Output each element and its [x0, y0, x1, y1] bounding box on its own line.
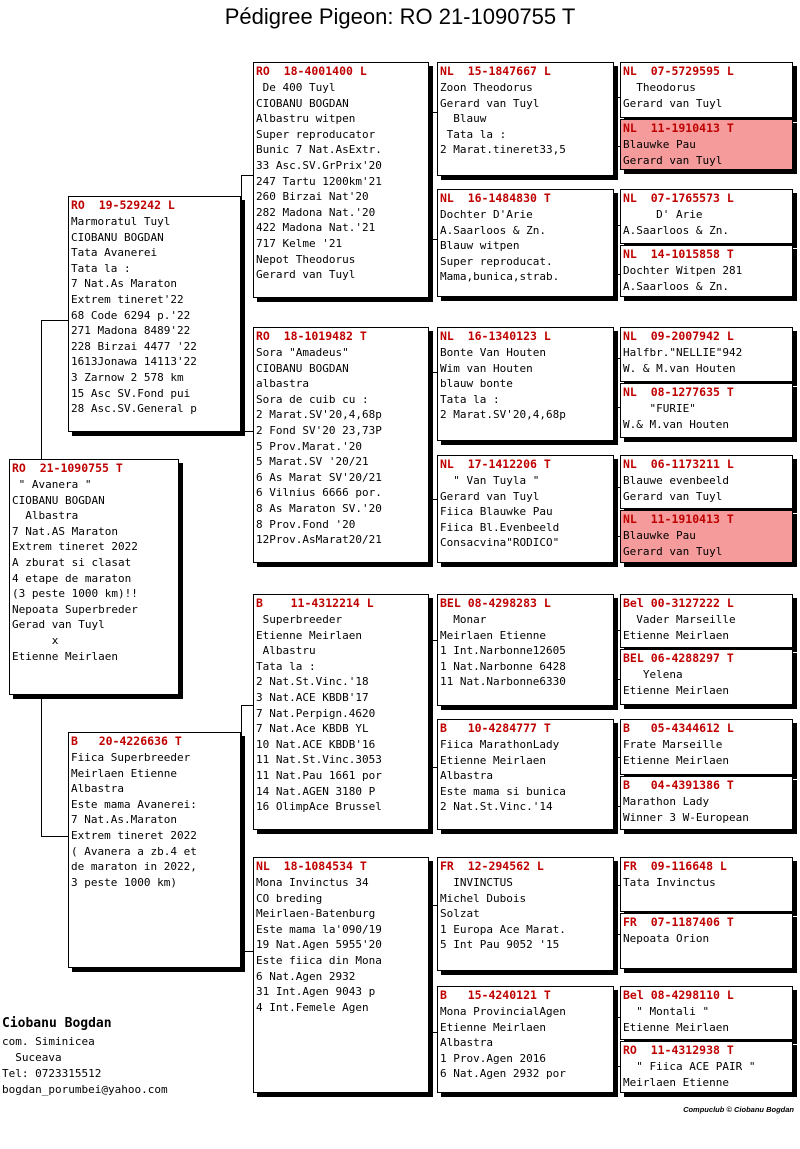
info-line: (3 peste 1000 km)!!	[12, 587, 138, 601]
info-line: 282 Madona Nat.'20	[256, 205, 376, 219]
ring-number: NL 08-1277635 T	[623, 385, 734, 399]
owner-name: Ciobanu Bogdan	[2, 1016, 112, 1031]
info-line: Gerad van Tuyl	[12, 618, 105, 632]
info-line: Etienne Meirlaen	[256, 628, 362, 642]
great-grandparent-card	[437, 189, 614, 297]
info-line: Mama,bunica,strab.	[440, 270, 560, 284]
ring-number: RO 18-4001400 L	[256, 64, 367, 78]
ring-number: B 05-4344612 L	[623, 721, 734, 735]
info-line: Sora "Amadeus"	[256, 346, 349, 359]
info-line: Solzat	[440, 907, 480, 921]
info-line: Este mama si bunica	[440, 784, 566, 798]
ring-number: FR 09-116648 L	[623, 859, 727, 873]
ancestor-card	[620, 245, 793, 297]
ring-number: NL 16-1484830 T	[440, 191, 551, 205]
info-line: Albastra	[12, 509, 79, 523]
info-line: Fiica MarathonLady	[440, 738, 560, 751]
owner-phone: Tel: 0723315512	[2, 1067, 102, 1080]
info-line: Bonte Van Houten	[440, 346, 546, 359]
info-line: Etienne Meirlaen	[623, 683, 729, 697]
ancestor-card	[620, 62, 793, 118]
info-line: 8 Prov.Fond '20	[256, 517, 356, 531]
great-grandparent-card	[437, 719, 614, 830]
info-line: De 400 Tuyl	[256, 81, 336, 94]
info-line: 3 peste 1000 km)	[71, 875, 177, 889]
info-line: 2 Nat.St.Vinc.'18	[256, 675, 369, 689]
info-line: Superbreeder	[256, 613, 343, 626]
info-line: Zoon Theodorus	[440, 81, 533, 94]
ring-number: NL 14-1015858 T	[623, 247, 734, 261]
ring-number: NL 07-1765573 L	[623, 191, 734, 205]
grandparent-card	[253, 327, 429, 563]
info-line: CO breding	[256, 891, 323, 905]
info-line: INVINCTUS	[440, 876, 513, 889]
ancestor-card	[620, 327, 793, 382]
info-line: 2 Marat.SV'20,4,68p	[256, 408, 382, 422]
info-line: 2 Marat.SV'20,4,68p	[440, 408, 566, 422]
ring-number: B 11-4312214 L	[256, 596, 374, 610]
info-line: 11 Nat.Pau 1661 por	[256, 768, 382, 782]
info-line: Etienne Meirlaen	[623, 753, 729, 767]
info-line: 1 Prov.Agen 2016	[440, 1051, 546, 1065]
info-line: Nepot Theodorus	[256, 252, 356, 266]
info-line: Gerard van Tuyl	[623, 153, 723, 167]
info-line: W.& M.van Houten	[623, 417, 729, 431]
info-line: 2 Fond SV'20 23,73P	[256, 423, 382, 437]
info-line: Extrem tineret 2022	[12, 540, 138, 554]
info-line: 8 As Maraton SV.'20	[256, 501, 382, 515]
info-line: 6 As Marat SV'20/21	[256, 470, 382, 484]
info-line: Blauw witpen	[440, 239, 520, 253]
ring-number: BEL 08-4298283 L	[440, 596, 551, 610]
info-line: Fiica Blauwke Pau	[440, 505, 553, 519]
info-line: " Montali "	[623, 1005, 710, 1018]
info-line: 6 Nat.Agen 2932	[256, 969, 356, 983]
info-line: Etienne Meirlaen	[440, 1020, 546, 1034]
ring-number: NL 11-1910413 T	[623, 121, 734, 135]
owner-contact	[2, 1014, 168, 1098]
ring-number: RO 21-1090755 T	[12, 461, 123, 475]
ring-number: NL 06-1173211 L	[623, 457, 734, 471]
info-line: Extrem tineret 2022	[71, 828, 197, 842]
info-line: Nepoata Superbreder	[12, 602, 138, 616]
ring-number: NL 18-1084534 T	[256, 859, 367, 873]
info-line: CIOBANU BOGDAN	[71, 230, 164, 244]
great-grandparent-card	[437, 327, 614, 441]
info-line: Etienne Meirlaen	[440, 753, 546, 767]
ancestor-card	[620, 383, 793, 438]
info-line: 7 Nat.Ace KBDB YL	[256, 722, 369, 736]
info-line: Etienne Meirlaen	[623, 1020, 729, 1034]
info-line: Consacvina"RODICO"	[440, 536, 560, 550]
info-line: 3 Nat.ACE KBDB'17	[256, 690, 369, 704]
info-line: 15 Asc SV.Fond pui	[71, 386, 191, 400]
info-line: CIOBANU BOGDAN	[12, 493, 105, 507]
subject-pigeon-card	[9, 459, 179, 695]
info-line: Gerard van Tuyl	[256, 268, 356, 282]
info-line: Gerard van Tuyl	[623, 96, 723, 110]
ancestor-card	[620, 986, 793, 1040]
info-line: D' Arie	[623, 208, 703, 221]
info-line: Este mama Avanerei:	[71, 797, 197, 811]
ancestor-card	[620, 455, 793, 509]
info-line: A.Saarloos & Zn.	[440, 223, 546, 237]
info-line: Meirlaen Etienne	[440, 628, 546, 642]
info-line: 7 Nat.As.Maraton	[71, 813, 177, 827]
info-line: Meirlaen Etienne	[71, 766, 177, 780]
info-line: 7 Nat.Perpign.4620	[256, 706, 376, 720]
connector	[41, 320, 70, 462]
info-line: 11 Nat.Narbonne6330	[440, 675, 566, 689]
ring-number: NL 16-1340123 L	[440, 329, 551, 343]
info-line: Tata Invinctus	[623, 876, 716, 889]
ring-number: Bel 08-4298110 L	[623, 988, 734, 1002]
sire-card	[68, 196, 241, 432]
info-line: 28 Asc.SV.General p	[71, 402, 197, 416]
info-line: 6 Nat.Agen 2932 por	[440, 1067, 566, 1081]
info-line: Wim van Houten	[440, 361, 533, 375]
info-line: CIOBANU BOGDAN	[256, 96, 349, 110]
owner-email: bogdan_porumbei@yahoo.com	[2, 1083, 168, 1096]
info-line: 6 Vilnius 6666 por.	[256, 486, 382, 500]
ring-number: B 20-4226636 T	[71, 734, 182, 748]
info-line: blauw bonte	[440, 377, 513, 391]
ring-number: RO 18-1019482 T	[256, 329, 367, 343]
ring-number: B 04-4391386 T	[623, 778, 734, 792]
info-line: Fiica Bl.Evenbeeld	[440, 520, 560, 534]
info-line: Albastra	[71, 782, 124, 796]
info-line: 4 etape de maraton	[12, 571, 132, 585]
ancestor-card-highlighted	[620, 119, 793, 170]
ring-number: BEL 06-4288297 T	[623, 651, 734, 665]
great-grandparent-card	[437, 455, 614, 563]
info-line: 717 Kelme '21	[256, 236, 343, 250]
info-line: Extrem tineret'22	[71, 292, 184, 306]
info-line: 5 Prov.Marat.'20	[256, 439, 362, 453]
info-line: Gerard van Tuyl	[623, 489, 723, 503]
ring-number: FR 07-1187406 T	[623, 915, 734, 929]
info-line: Mona Invinctus 34	[256, 876, 369, 889]
ancestor-card	[620, 857, 793, 912]
ancestor-card	[620, 189, 793, 244]
info-line: Gerard van Tuyl	[440, 489, 540, 503]
info-line: Blauwe evenbeeld	[623, 474, 729, 487]
info-line: 3 Zarnow 2 578 km	[71, 370, 184, 384]
info-line: Super reproducator	[256, 127, 376, 141]
info-line: Nepoata Orion	[623, 932, 710, 945]
ring-number: FR 12-294562 L	[440, 859, 544, 873]
info-line: CIOBANU BOGDAN	[256, 361, 349, 375]
info-line: ( Avanera a zb.4 et	[71, 844, 197, 858]
ring-number: B 15-4240121 T	[440, 988, 551, 1002]
info-line: Monar	[440, 613, 487, 626]
info-line: x	[12, 633, 59, 647]
info-line: W. & M.van Houten	[623, 361, 736, 375]
info-line: Albastra	[440, 1036, 493, 1050]
info-line: 247 Tartu 1200km'21	[256, 174, 382, 188]
info-line: " Van Tuyla "	[440, 474, 540, 487]
great-grandparent-card	[437, 594, 614, 706]
info-line: " Avanera "	[12, 478, 92, 491]
info-line: Blauw	[440, 112, 487, 126]
ring-number: NL 11-1910413 T	[623, 512, 734, 526]
info-line: 271 Madona 8489'22	[71, 324, 191, 338]
info-line: Meirlaen Etienne	[623, 1075, 729, 1089]
info-line: A.Saarloos & Zn.	[623, 223, 729, 237]
info-line: 31 Int.Agen 9043 p	[256, 985, 376, 999]
info-line: A.Saarloos & Zn.	[623, 279, 729, 293]
owner-address-line: Suceava	[2, 1051, 62, 1064]
info-line: Tata la :	[440, 392, 500, 406]
info-line: Michel Dubois	[440, 891, 527, 905]
info-line: Dochter D'Arie	[440, 208, 533, 221]
info-line: 1 Nat.Narbonne 6428	[440, 659, 566, 673]
great-grandparent-card	[437, 62, 614, 176]
ancestor-card	[620, 913, 793, 969]
ring-number: NL 15-1847667 L	[440, 64, 551, 78]
info-line: Albastru witpen	[256, 112, 356, 126]
ring-number: RO 11-4312938 T	[623, 1043, 734, 1057]
page-title: Pédigree Pigeon: RO 21-1090755 T	[224, 4, 576, 29]
info-line: 1 Int.Narbonne12605	[440, 644, 566, 658]
ancestor-card	[620, 719, 793, 775]
ring-number: B 10-4284777 T	[440, 721, 551, 735]
info-line: Albastra	[440, 769, 493, 783]
info-line: 4 Int.Femele Agen	[256, 1000, 369, 1014]
ring-number: Bel 00-3127222 L	[623, 596, 734, 610]
info-line: 422 Madona Nat.'21	[256, 221, 376, 235]
info-line: Gerard van Tuyl	[440, 96, 540, 110]
info-line: 1613Jonawa 14113'22	[71, 355, 197, 369]
info-line: Este mama la'090/19	[256, 922, 382, 936]
grandparent-card	[253, 62, 429, 298]
info-line: 19 Nat.Agen 5955'20	[256, 938, 382, 952]
info-line: A zburat si clasat	[12, 555, 132, 569]
ancestor-card	[620, 649, 793, 705]
info-line: 7 Nat.As Maraton	[71, 277, 177, 291]
info-line: 10 Nat.ACE KBDB'16	[256, 737, 376, 751]
info-line: 11 Nat.St.Vinc.3053	[256, 753, 382, 767]
info-line: " Fiica ACE PAIR "	[623, 1060, 756, 1073]
info-line: Albastru	[256, 644, 316, 658]
info-line: Fiica Superbreeder	[71, 751, 191, 764]
info-line: "FURIE"	[623, 402, 696, 415]
connector	[41, 695, 70, 837]
info-line: 1 Europa Ace Marat.	[440, 922, 566, 936]
info-line: Gerard van Tuyl	[623, 544, 723, 558]
info-line: 2 Nat.St.Vinc.'14	[440, 800, 553, 814]
info-line: Meirlaen-Batenburg	[256, 907, 376, 921]
dam-card	[68, 732, 241, 968]
ancestor-card-highlighted	[620, 510, 793, 563]
info-line: 2 Marat.tineret33,5	[440, 143, 566, 157]
info-line: 7 Nat.AS Maraton	[12, 524, 118, 538]
info-line: Este fiica din Mona	[256, 953, 382, 967]
grandparent-card	[253, 857, 429, 1093]
info-line: Tata Avanerei	[71, 246, 158, 260]
info-line: Yelena	[623, 668, 683, 681]
info-line: 228 Birzai 4477 '22	[71, 339, 197, 353]
info-line: 5 Int Pau 9052 '15	[440, 938, 560, 952]
info-line: Blauwke Pau	[623, 138, 696, 151]
info-line: Etienne Meirlaen	[12, 649, 118, 663]
info-line: Tata la :	[440, 127, 507, 141]
info-line: 14 Nat.AGEN 3180 P	[256, 784, 376, 798]
info-line: Dochter Witpen 281	[623, 264, 743, 277]
info-line: Marathon Lady	[623, 795, 710, 808]
ring-number: NL 09-2007942 L	[623, 329, 734, 343]
info-line: 12Prov.AsMarat20/21	[256, 533, 382, 547]
info-line: Bunic 7 Nat.AsExtr.	[256, 143, 382, 157]
info-line: Tata la :	[256, 659, 316, 673]
ancestor-card	[620, 776, 793, 830]
info-line: Theodorus	[623, 81, 696, 94]
info-line: Etienne Meirlaen	[623, 628, 729, 642]
ancestor-card	[620, 594, 793, 648]
grandparent-card	[253, 594, 429, 830]
info-line: Blauwke Pau	[623, 529, 696, 542]
great-grandparent-card	[437, 857, 614, 971]
info-line: Winner 3 W-European	[623, 810, 749, 824]
ring-number: NL 17-1412206 T	[440, 457, 551, 471]
info-line: Mona ProvincialAgen	[440, 1005, 566, 1018]
info-line: albastra	[256, 377, 309, 391]
ring-number: NL 07-5729595 L	[623, 64, 734, 78]
info-line: 260 Birzai Nat'20	[256, 190, 369, 204]
info-line: Vader Marseille	[623, 613, 736, 626]
great-grandparent-card	[437, 986, 614, 1093]
footer-credit: Compuclub © Ciobanu Bogdan	[683, 1105, 794, 1114]
info-line: Marmoratul Tuyl	[71, 215, 171, 228]
info-line: Frate Marseille	[623, 738, 723, 751]
ancestor-card	[620, 1041, 793, 1093]
info-line: 5 Marat.SV '20/21	[256, 455, 369, 469]
info-line: Tata la :	[71, 261, 131, 275]
ring-number: RO 19-529242 L	[71, 198, 175, 212]
owner-address-line: com. Siminicea	[2, 1035, 95, 1048]
info-line: 33 Asc.SV.GrPrix'20	[256, 158, 382, 172]
info-line: Sora de cuib cu :	[256, 392, 369, 406]
info-line: Super reproducat.	[440, 254, 553, 268]
info-line: Halfbr."NELLIE"942	[623, 346, 743, 359]
info-line: 68 Code 6294 p.'22	[71, 308, 191, 322]
info-line: de maraton in 2022,	[71, 860, 197, 874]
info-line: 16 OlimpAce Brussel	[256, 800, 382, 814]
